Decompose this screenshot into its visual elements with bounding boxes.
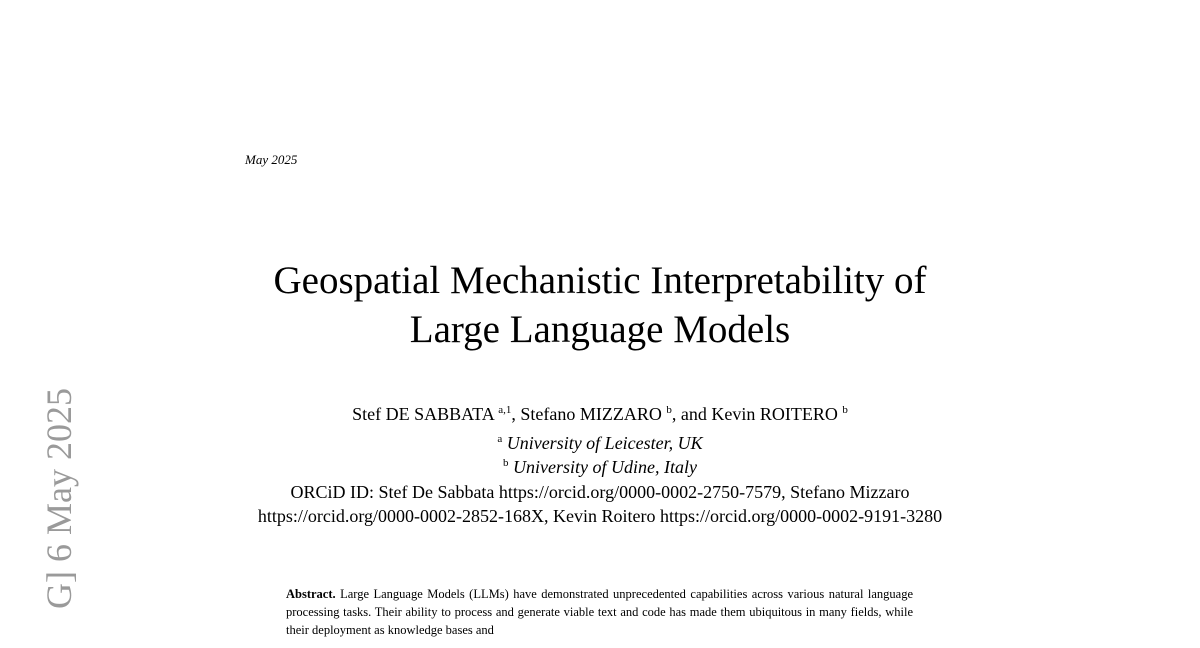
author-name: Stefano MIZZARO: [520, 404, 662, 424]
paper-title: [0, 256, 1200, 354]
affiliation-name: University of Leicester, UK: [506, 433, 703, 453]
title-line-1: Geospatial Mechanistic Interpretability of: [273, 259, 927, 302]
author-separator: ,: [511, 404, 521, 424]
title-line-2: Large Language Models: [409, 308, 791, 351]
affiliation-mark: b: [503, 457, 509, 469]
affiliation-mark: a: [497, 433, 503, 445]
affiliation-name: University of Udine, Italy: [513, 457, 697, 477]
affiliation: [0, 456, 1200, 478]
author-marks: a,1: [498, 404, 512, 416]
arxiv-stamp: G] 6 May 2025: [39, 388, 79, 609]
abstract-text: Large Language Models (LLMs) have demonstrated unprecedented capabilities across various natural language processing tasks. Their ability to process and generate viable text and code has made them ubiquitous in many fields, while their deployment as knowledge bases and: [286, 587, 914, 637]
author-separator: , and: [671, 404, 712, 424]
orcid-ids: ORCiD ID: Stef De Sabbata https://orcid.org/0000-0002-2750-7579, Stefano Mizzaro https://orcid.org/0000-0002-2852-168X, Kevin Roitero https://orcid.org/0000-0002-9191-3280: [257, 482, 943, 526]
abstract-label: Abstract.: [286, 587, 336, 601]
author-name: Kevin ROITERO: [711, 404, 838, 424]
author-marks: b: [842, 404, 848, 416]
abstract: [286, 585, 913, 639]
author-list: [0, 403, 1200, 425]
author-name: Stef DE SABBATA: [352, 404, 494, 424]
paper-date: May 2025: [245, 152, 298, 167]
affiliation: [0, 432, 1200, 454]
author-marks: b: [666, 404, 672, 416]
